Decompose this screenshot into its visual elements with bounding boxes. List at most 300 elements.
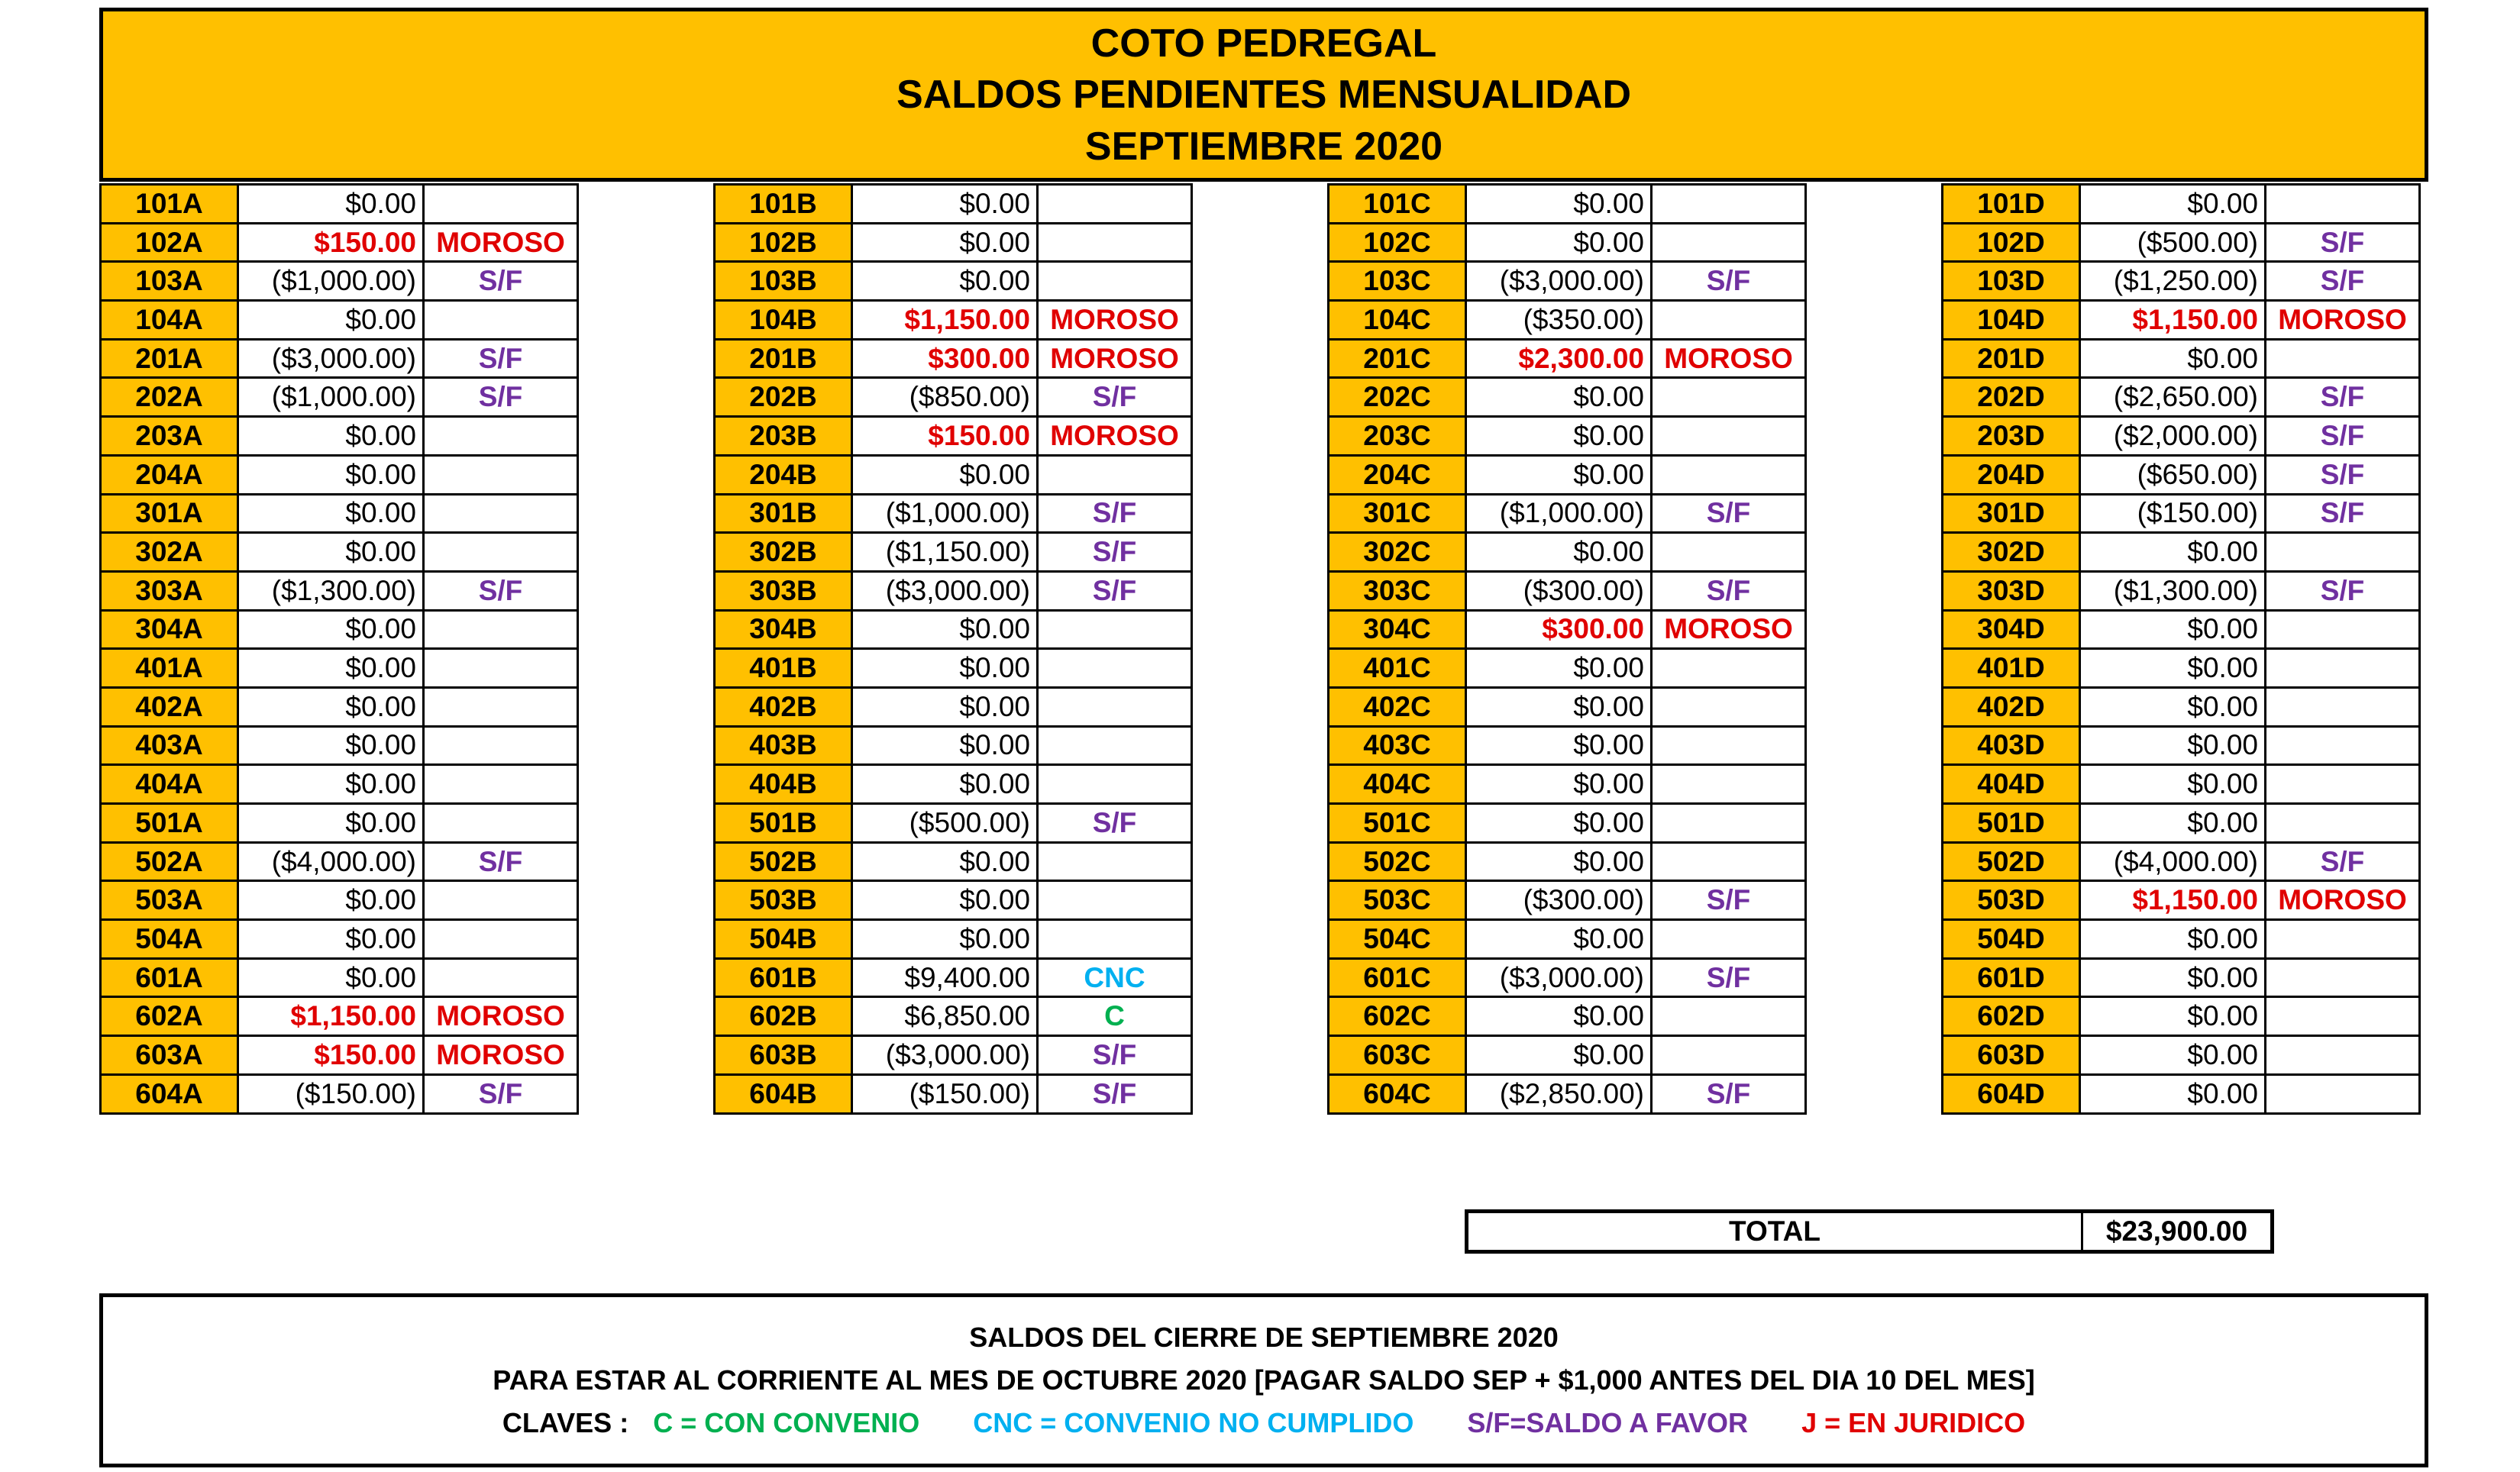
unit-id-cell: 601C <box>1329 958 1466 997</box>
unit-id-cell: 604C <box>1329 1074 1466 1113</box>
unit-row <box>1329 804 1806 843</box>
unit-row <box>715 533 1192 572</box>
status-cell: S/F <box>2266 494 2420 533</box>
balance-cell: $6,850.00 <box>852 997 1038 1036</box>
unit-row <box>1329 881 1806 920</box>
balance-cell: $150.00 <box>852 417 1038 456</box>
status-cell <box>2266 339 2420 378</box>
unit-row <box>101 533 578 572</box>
unit-row <box>715 649 1192 688</box>
status-cell: S/F <box>2266 223 2420 262</box>
balance-cell: $0.00 <box>2080 610 2266 649</box>
notes-box <box>99 1293 2428 1467</box>
balance-cell: ($500.00) <box>852 804 1038 843</box>
balance-cell: ($1,000.00) <box>238 262 424 301</box>
unit-row <box>101 339 578 378</box>
unit-row <box>101 223 578 262</box>
status-cell <box>1038 881 1192 920</box>
unit-row <box>101 301 578 340</box>
unit-row <box>1329 223 1806 262</box>
unit-row <box>1329 417 1806 456</box>
status-cell: MOROSO <box>1652 610 1806 649</box>
unit-row <box>1329 997 1806 1036</box>
unit-row <box>1943 533 2420 572</box>
status-cell: MOROSO <box>424 997 578 1036</box>
balance-cell: $0.00 <box>2080 339 2266 378</box>
unit-id-cell: 402D <box>1943 687 2080 726</box>
unit-row <box>715 455 1192 494</box>
unit-row <box>1943 1036 2420 1075</box>
unit-row <box>715 765 1192 804</box>
status-cell <box>1652 1036 1806 1075</box>
unit-id-cell: 203A <box>101 417 238 456</box>
unit-id-cell: 104B <box>715 301 852 340</box>
unit-row <box>1943 881 2420 920</box>
balance-cell: $0.00 <box>2080 997 2266 1036</box>
unit-id-cell: 404C <box>1329 765 1466 804</box>
status-cell <box>2266 765 2420 804</box>
balance-cell: ($1,000.00) <box>1466 494 1652 533</box>
unit-row <box>1329 533 1806 572</box>
status-cell <box>1038 687 1192 726</box>
unit-id-cell: 203C <box>1329 417 1466 456</box>
balance-cell: $0.00 <box>238 804 424 843</box>
unit-row <box>715 417 1192 456</box>
status-cell <box>1038 223 1192 262</box>
status-cell: MOROSO <box>2266 301 2420 340</box>
unit-row <box>101 571 578 610</box>
unit-id-cell: 202C <box>1329 378 1466 417</box>
unit-id-cell: 204D <box>1943 455 2080 494</box>
status-cell <box>1652 455 1806 494</box>
balance-cell: $0.00 <box>852 920 1038 959</box>
unit-id-cell: 403D <box>1943 726 2080 765</box>
unit-row <box>1943 494 2420 533</box>
balance-cell: ($2,850.00) <box>1466 1074 1652 1113</box>
balance-cell: $0.00 <box>238 494 424 533</box>
unit-row <box>1943 571 2420 610</box>
unit-id-cell: 404A <box>101 765 238 804</box>
unit-row <box>715 610 1192 649</box>
status-cell <box>424 920 578 959</box>
unit-row <box>1943 1074 2420 1113</box>
status-cell: S/F <box>424 378 578 417</box>
unit-row <box>1943 842 2420 881</box>
balance-cell: $0.00 <box>2080 185 2266 224</box>
balance-cell: $0.00 <box>1466 455 1652 494</box>
balance-cell: $0.00 <box>2080 1074 2266 1113</box>
unit-row <box>715 571 1192 610</box>
balance-cell: $0.00 <box>1466 842 1652 881</box>
status-cell <box>424 649 578 688</box>
balance-cell: $0.00 <box>2080 649 2266 688</box>
unit-row <box>1329 185 1806 224</box>
status-cell <box>2266 687 2420 726</box>
status-cell <box>1652 223 1806 262</box>
unit-id-cell: 403C <box>1329 726 1466 765</box>
status-cell <box>1038 765 1192 804</box>
unit-row <box>1943 726 2420 765</box>
unit-id-cell: 501B <box>715 804 852 843</box>
status-cell: CNC <box>1038 958 1192 997</box>
balance-cell: ($350.00) <box>1466 301 1652 340</box>
balance-cell: ($150.00) <box>238 1074 424 1113</box>
unit-id-cell: 503D <box>1943 881 2080 920</box>
unit-id-cell: 503C <box>1329 881 1466 920</box>
status-cell: S/F <box>1038 1074 1192 1113</box>
unit-row <box>1943 610 2420 649</box>
balance-cell: ($4,000.00) <box>238 842 424 881</box>
status-cell: S/F <box>2266 378 2420 417</box>
unit-id-cell: 301D <box>1943 494 2080 533</box>
status-cell: S/F <box>1652 262 1806 301</box>
status-cell <box>424 958 578 997</box>
balance-cell: ($1,150.00) <box>852 533 1038 572</box>
unit-row <box>715 223 1192 262</box>
unit-row <box>1329 610 1806 649</box>
unit-id-cell: 401C <box>1329 649 1466 688</box>
unit-id-cell: 104D <box>1943 301 2080 340</box>
status-cell: MOROSO <box>424 223 578 262</box>
status-cell <box>424 417 578 456</box>
unit-id-cell: 101C <box>1329 185 1466 224</box>
unit-id-cell: 604D <box>1943 1074 2080 1113</box>
unit-id-cell: 602C <box>1329 997 1466 1036</box>
tower-b-table <box>713 183 1193 1115</box>
unit-row <box>715 378 1192 417</box>
balance-cell: $0.00 <box>852 455 1038 494</box>
balance-cell: ($850.00) <box>852 378 1038 417</box>
unit-row <box>1943 185 2420 224</box>
balance-cell: $150.00 <box>238 223 424 262</box>
notes-line-1: SALDOS DEL CIERRE DE SEPTIEMBRE 2020 <box>969 1322 1559 1353</box>
status-cell: S/F <box>1652 571 1806 610</box>
balance-cell: ($3,000.00) <box>1466 262 1652 301</box>
status-cell: MOROSO <box>424 1036 578 1075</box>
status-cell <box>2266 726 2420 765</box>
unit-id-cell: 303B <box>715 571 852 610</box>
unit-id-cell: 602D <box>1943 997 2080 1036</box>
unit-row <box>1329 958 1806 997</box>
status-cell <box>424 765 578 804</box>
status-cell <box>1652 417 1806 456</box>
unit-row <box>1329 726 1806 765</box>
unit-id-cell: 504B <box>715 920 852 959</box>
balance-cell: ($1,300.00) <box>2080 571 2266 610</box>
status-cell <box>424 804 578 843</box>
balance-cell: ($150.00) <box>2080 494 2266 533</box>
balance-cell: $0.00 <box>2080 804 2266 843</box>
status-cell: S/F <box>424 339 578 378</box>
unit-id-cell: 103A <box>101 262 238 301</box>
balance-cell: $0.00 <box>1466 417 1652 456</box>
status-cell <box>1652 185 1806 224</box>
status-cell <box>1038 610 1192 649</box>
status-cell <box>424 455 578 494</box>
unit-row <box>715 997 1192 1036</box>
unit-row <box>715 262 1192 301</box>
status-cell: S/F <box>424 571 578 610</box>
balance-cell: ($1,250.00) <box>2080 262 2266 301</box>
balance-cell: $0.00 <box>2080 533 2266 572</box>
status-cell <box>2266 958 2420 997</box>
unit-row <box>101 1036 578 1075</box>
status-cell: S/F <box>424 262 578 301</box>
status-cell: MOROSO <box>2266 881 2420 920</box>
status-cell <box>1038 842 1192 881</box>
unit-id-cell: 504D <box>1943 920 2080 959</box>
unit-row <box>1943 417 2420 456</box>
unit-id-cell: 401B <box>715 649 852 688</box>
balance-cell: $0.00 <box>852 881 1038 920</box>
balance-cell: $0.00 <box>1466 223 1652 262</box>
unit-id-cell: 201B <box>715 339 852 378</box>
status-cell: C <box>1038 997 1192 1036</box>
unit-row <box>1329 571 1806 610</box>
status-cell <box>1038 455 1192 494</box>
balance-cell: $0.00 <box>238 958 424 997</box>
unit-row <box>1329 1036 1806 1075</box>
unit-id-cell: 101B <box>715 185 852 224</box>
unit-row <box>101 687 578 726</box>
unit-row <box>101 881 578 920</box>
status-cell <box>1038 185 1192 224</box>
status-cell <box>424 301 578 340</box>
unit-id-cell: 501A <box>101 804 238 843</box>
unit-row <box>715 958 1192 997</box>
unit-row <box>1329 649 1806 688</box>
status-cell <box>2266 533 2420 572</box>
unit-id-cell: 301A <box>101 494 238 533</box>
legend-key-sf: S/F=SALDO A FAVOR <box>1467 1407 1749 1438</box>
balance-cell: ($2,650.00) <box>2080 378 2266 417</box>
balance-cell: $0.00 <box>1466 649 1652 688</box>
status-cell: MOROSO <box>1652 339 1806 378</box>
unit-id-cell: 202B <box>715 378 852 417</box>
unit-row <box>715 920 1192 959</box>
unit-id-cell: 401D <box>1943 649 2080 688</box>
balance-cell: $0.00 <box>1466 726 1652 765</box>
unit-id-cell: 602B <box>715 997 852 1036</box>
unit-id-cell: 604A <box>101 1074 238 1113</box>
balance-cell: $0.00 <box>238 765 424 804</box>
balance-cell: $0.00 <box>238 185 424 224</box>
balance-cell: $0.00 <box>238 533 424 572</box>
unit-row <box>1329 262 1806 301</box>
unit-id-cell: 204A <box>101 455 238 494</box>
legend-keys <box>502 1407 2025 1439</box>
unit-id-cell: 503A <box>101 881 238 920</box>
unit-id-cell: 603A <box>101 1036 238 1075</box>
status-cell <box>2266 920 2420 959</box>
unit-id-cell: 204C <box>1329 455 1466 494</box>
unit-id-cell: 103B <box>715 262 852 301</box>
legend-label: CLAVES : <box>502 1407 629 1438</box>
status-cell: S/F <box>1038 494 1192 533</box>
unit-id-cell: 103C <box>1329 262 1466 301</box>
unit-row <box>1329 765 1806 804</box>
status-cell <box>1652 301 1806 340</box>
status-cell: MOROSO <box>1038 417 1192 456</box>
balance-cell: ($1,300.00) <box>238 571 424 610</box>
balance-cell: ($1,000.00) <box>852 494 1038 533</box>
unit-id-cell: 202A <box>101 378 238 417</box>
balance-cell: $0.00 <box>852 185 1038 224</box>
status-cell <box>1652 687 1806 726</box>
status-cell: S/F <box>2266 842 2420 881</box>
unit-id-cell: 102C <box>1329 223 1466 262</box>
unit-id-cell: 601A <box>101 958 238 997</box>
balance-cell: ($3,000.00) <box>852 571 1038 610</box>
unit-id-cell: 304D <box>1943 610 2080 649</box>
report-period: SEPTIEMBRE 2020 <box>1084 124 1443 169</box>
status-cell: S/F <box>2266 571 2420 610</box>
status-cell: S/F <box>1038 804 1192 843</box>
unit-row <box>101 726 578 765</box>
balance-cell: $1,150.00 <box>238 997 424 1036</box>
balance-cell: $0.00 <box>852 687 1038 726</box>
total-box <box>1465 1209 2274 1254</box>
unit-id-cell: 304A <box>101 610 238 649</box>
unit-row <box>101 765 578 804</box>
unit-row <box>101 417 578 456</box>
unit-row <box>1329 494 1806 533</box>
unit-row <box>1943 223 2420 262</box>
unit-row <box>101 920 578 959</box>
unit-id-cell: 303D <box>1943 571 2080 610</box>
unit-id-cell: 402A <box>101 687 238 726</box>
unit-row <box>101 610 578 649</box>
balance-cell: $0.00 <box>852 649 1038 688</box>
tower-c-table <box>1327 183 1807 1115</box>
status-cell: S/F <box>1038 571 1192 610</box>
unit-id-cell: 502C <box>1329 842 1466 881</box>
unit-row <box>1943 687 2420 726</box>
total-label: TOTAL <box>1468 1213 2083 1250</box>
legend-key-j: J = EN JURIDICO <box>1801 1407 2026 1438</box>
status-cell <box>1652 842 1806 881</box>
status-cell <box>424 726 578 765</box>
unit-row <box>715 185 1192 224</box>
unit-row <box>715 842 1192 881</box>
balance-cell: $0.00 <box>238 610 424 649</box>
balance-cell: $0.00 <box>238 687 424 726</box>
status-cell <box>1652 804 1806 843</box>
unit-row <box>1329 687 1806 726</box>
status-cell: S/F <box>1652 958 1806 997</box>
unit-row <box>1329 339 1806 378</box>
status-cell <box>1038 262 1192 301</box>
unit-id-cell: 104C <box>1329 301 1466 340</box>
unit-id-cell: 302B <box>715 533 852 572</box>
total-value: $23,900.00 <box>2105 1215 2248 1247</box>
status-cell <box>1652 378 1806 417</box>
balance-cell: $9,400.00 <box>852 958 1038 997</box>
status-cell <box>1652 765 1806 804</box>
unit-id-cell: 104A <box>101 301 238 340</box>
unit-row <box>1329 920 1806 959</box>
report-title: COTO PEDREGAL <box>1090 21 1437 66</box>
status-cell: S/F <box>2266 455 2420 494</box>
unit-id-cell: 302A <box>101 533 238 572</box>
unit-id-cell: 502A <box>101 842 238 881</box>
balance-cell: $0.00 <box>238 920 424 959</box>
balance-cell: $0.00 <box>1466 378 1652 417</box>
unit-id-cell: 502D <box>1943 842 2080 881</box>
unit-row <box>1329 842 1806 881</box>
unit-id-cell: 201A <box>101 339 238 378</box>
unit-row <box>1943 765 2420 804</box>
unit-row <box>715 804 1192 843</box>
balance-cell: ($4,000.00) <box>2080 842 2266 881</box>
balance-cell: $1,150.00 <box>2080 301 2266 340</box>
report-header <box>99 8 2428 182</box>
balance-cell: $0.00 <box>852 610 1038 649</box>
unit-row <box>1943 378 2420 417</box>
status-cell: S/F <box>1652 494 1806 533</box>
status-cell <box>1652 997 1806 1036</box>
balance-cell: ($1,000.00) <box>238 378 424 417</box>
balance-cell: $0.00 <box>1466 920 1652 959</box>
unit-row <box>1943 804 2420 843</box>
status-cell: S/F <box>1652 881 1806 920</box>
unit-row <box>101 262 578 301</box>
unit-id-cell: 601D <box>1943 958 2080 997</box>
status-cell <box>1652 726 1806 765</box>
unit-id-cell: 603C <box>1329 1036 1466 1075</box>
notes-line-2: PARA ESTAR AL CORRIENTE AL MES DE OCTUBRE 2020 [PAGAR SALDO SEP + $1,000 ANTES DEL DIA 10 DEL MES] <box>493 1364 2035 1396</box>
balance-cell: $0.00 <box>238 455 424 494</box>
balance-cell: $0.00 <box>852 262 1038 301</box>
unit-id-cell: 102D <box>1943 223 2080 262</box>
unit-id-cell: 101D <box>1943 185 2080 224</box>
unit-row <box>101 1074 578 1113</box>
unit-id-cell: 404B <box>715 765 852 804</box>
balance-cell: $0.00 <box>238 881 424 920</box>
balance-cell: $0.00 <box>2080 958 2266 997</box>
balance-cell: ($2,000.00) <box>2080 417 2266 456</box>
balance-cell: $0.00 <box>1466 533 1652 572</box>
unit-id-cell: 504A <box>101 920 238 959</box>
balance-cell: $300.00 <box>852 339 1038 378</box>
unit-id-cell: 603B <box>715 1036 852 1075</box>
unit-row <box>101 455 578 494</box>
status-cell <box>424 687 578 726</box>
unit-row <box>715 1036 1192 1075</box>
unit-id-cell: 502B <box>715 842 852 881</box>
status-cell <box>424 533 578 572</box>
unit-id-cell: 201C <box>1329 339 1466 378</box>
balance-cell: ($3,000.00) <box>1466 958 1652 997</box>
status-cell <box>424 610 578 649</box>
unit-id-cell: 301B <box>715 494 852 533</box>
unit-row <box>101 494 578 533</box>
status-cell <box>1652 649 1806 688</box>
balance-cell: ($300.00) <box>1466 881 1652 920</box>
status-cell <box>2266 610 2420 649</box>
status-cell <box>424 494 578 533</box>
balance-cell: $0.00 <box>2080 765 2266 804</box>
status-cell: S/F <box>2266 417 2420 456</box>
status-cell <box>2266 185 2420 224</box>
balance-cell: $0.00 <box>238 417 424 456</box>
legend-key-cnc: CNC = CONVENIO NO CUMPLIDO <box>973 1407 1414 1438</box>
unit-id-cell: 102B <box>715 223 852 262</box>
unit-row <box>101 958 578 997</box>
balance-cell: $0.00 <box>852 726 1038 765</box>
tower-d-table <box>1941 183 2421 1115</box>
unit-row <box>1943 455 2420 494</box>
